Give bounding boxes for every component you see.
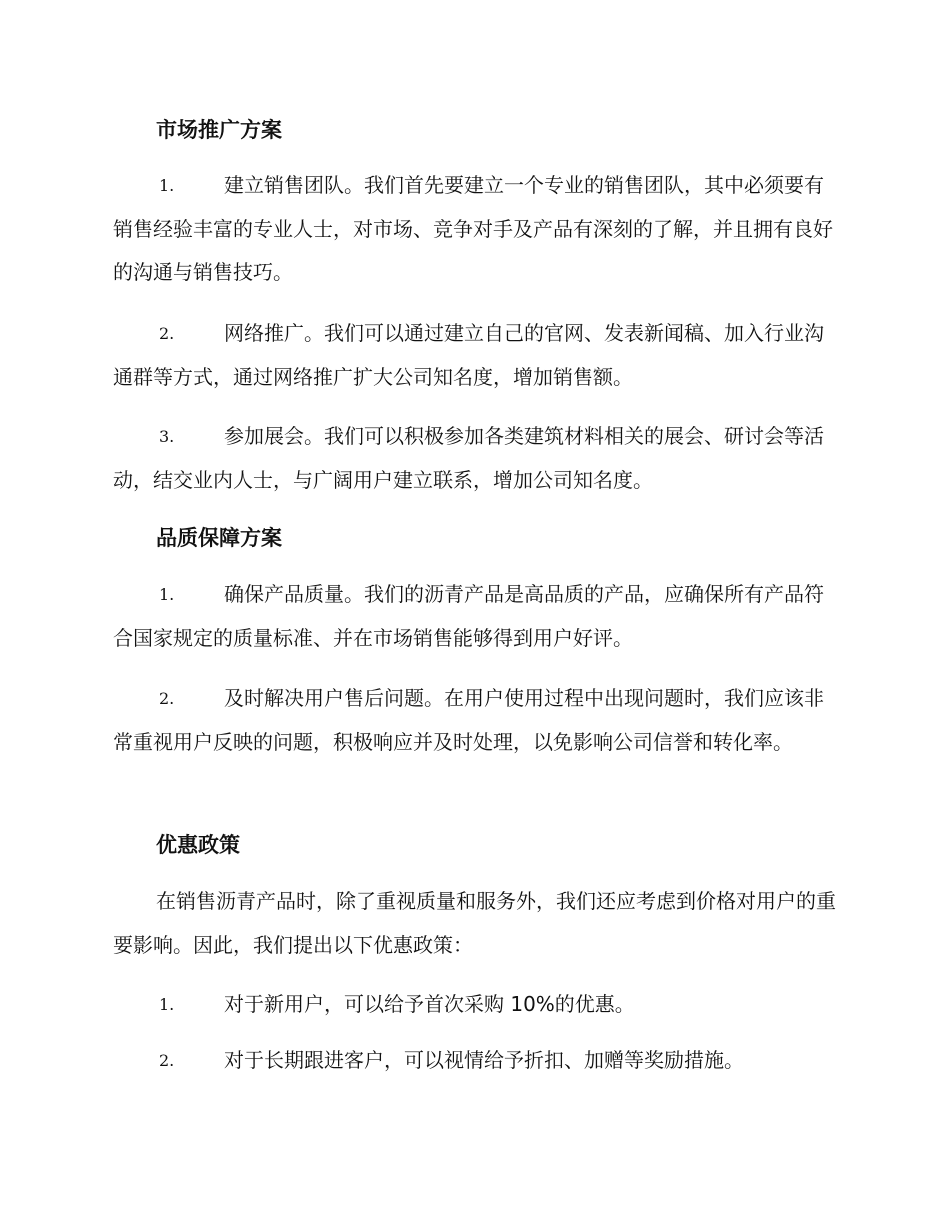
section-heading-marketing: 市场推广方案 bbox=[156, 118, 282, 142]
list-item-text: 网络推广。我们可以通过建立自己的官网、发表新闻稿、加入行业沟通群等方式，通过网络推广扩大公司知名度，增加销售额。 bbox=[113, 321, 824, 389]
section-intro-paragraph: 在销售沥青产品时，除了重视质量和服务外，我们还应考虑到价格对用户的重要影响。因此，我们提出以下优惠政策： bbox=[113, 889, 836, 957]
list-item-number: 3. bbox=[159, 427, 175, 446]
list-item-number: 1. bbox=[159, 585, 175, 604]
section-heading-discount: 优惠政策 bbox=[156, 833, 240, 857]
list-item-number: 2. bbox=[159, 324, 175, 343]
list-item bbox=[113, 312, 838, 399]
list-item-text: 建立销售团队。我们首先要建立一个专业的销售团队，其中必须要有销售经验丰富的专业人士，对市场、竞争对手及产品有深刻的了解，并且拥有良好的沟通与销售技巧。 bbox=[113, 173, 833, 284]
list-item bbox=[113, 1039, 838, 1083]
list-item-number: 2. bbox=[159, 1051, 175, 1070]
list-item-number: 2. bbox=[159, 689, 175, 708]
list-item-number: 1. bbox=[159, 176, 175, 195]
list-item-text: 对于长期跟进客户，可以视情给予折扣、加赠等奖励措施。 bbox=[224, 1048, 744, 1072]
list-item-text: 参加展会。我们可以积极参加各类建筑材料相关的展会、研讨会等活动，结交业内人士，与广阔用户建立联系，增加公司知名度。 bbox=[113, 424, 824, 492]
section-heading-quality: 品质保障方案 bbox=[156, 526, 282, 550]
list-item-number: 1. bbox=[159, 995, 175, 1014]
list-item bbox=[113, 573, 838, 660]
list-item-text: 及时解决用户售后问题。在用户使用过程中出现问题时，我们应该非常重视用户反映的问题，积极响应并及时处理，以免影响公司信誉和转化率。 bbox=[113, 686, 824, 754]
list-item bbox=[113, 415, 838, 502]
list-item bbox=[113, 164, 838, 295]
list-item bbox=[113, 677, 838, 764]
list-item bbox=[113, 983, 838, 1027]
list-item-text: 确保产品质量。我们的沥青产品是高品质的产品，应确保所有产品符合国家规定的质量标准、并在市场销售能够得到用户好评。 bbox=[113, 582, 824, 650]
list-item-text: 对于新用户，可以给予首次采购 10%的优惠。 bbox=[224, 992, 635, 1016]
